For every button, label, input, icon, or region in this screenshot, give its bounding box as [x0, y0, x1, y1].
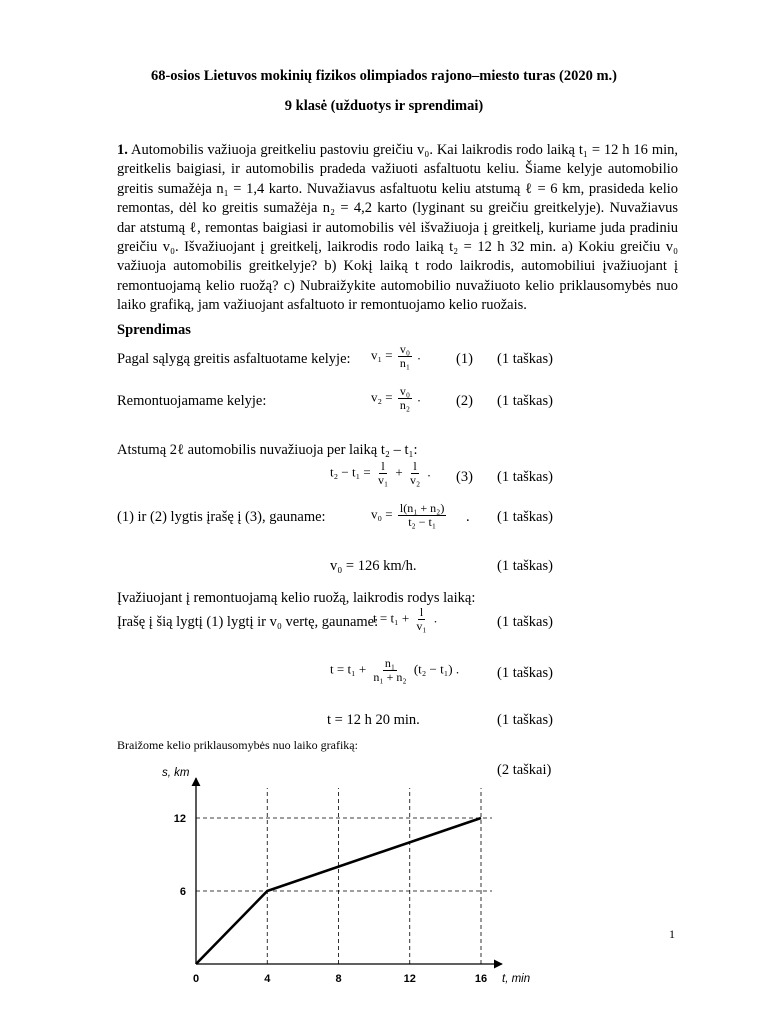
eq3b-denominator: v₂ — [409, 473, 421, 487]
distance-time-chart — [150, 760, 550, 992]
eq7-numerator: n₁ — [384, 656, 396, 670]
eq1-lhs: v₁ = — [371, 347, 393, 363]
eq3-dot: . — [427, 464, 431, 480]
eq3-fraction-a — [376, 460, 390, 487]
x-axis-label: t, min — [502, 973, 531, 985]
eq2-fraction — [398, 385, 412, 412]
eq2-lhs: v₂ = — [371, 389, 393, 405]
problem-number: 1. — [117, 142, 128, 158]
y-tick-label: 12 — [173, 813, 186, 825]
eq3-plus: + — [395, 464, 403, 480]
points-7: (1 taškas) — [497, 665, 553, 681]
eq3a-denominator: v₁ — [377, 473, 389, 487]
eq4-denominator: t₂ − t₁ — [408, 515, 437, 529]
eq3-fraction-b — [408, 460, 422, 487]
equation-7 — [330, 657, 459, 684]
solution-heading: Sprendimas — [117, 322, 191, 338]
eq1-denominator: n₁ — [399, 356, 411, 370]
eq3b-numerator: l — [413, 459, 417, 473]
eq2-numerator: v₀ — [399, 384, 411, 398]
x-tick-label: 0 — [192, 973, 200, 985]
y-axis-label: s, km — [162, 767, 190, 779]
equation-4 — [371, 502, 448, 529]
solution-line-2: Remontuojamame kelyje: — [117, 393, 267, 409]
equation-1-number: (1) — [456, 351, 473, 367]
equation-1 — [371, 343, 421, 370]
page-number: 1 — [669, 927, 675, 941]
solution-line-4: (1) ir (2) lygtis įrašę į (3), gauname: — [117, 509, 326, 525]
x-tick-label: 16 — [474, 973, 488, 985]
x-tick-label: 4 — [264, 973, 271, 985]
problem-text: Automobilis važiuoja greitkeliu pastoviu greičiu v₀. Kai laikrodis rodo laiką t₁ = 12 h 16 min, greitkelis baigiasi, ir automobilis pradeda važiuoti asfaltuotu keliu. Šiame kelyje automobilio greitis sumažėja n₁ = 1,4 karto. Nuvažiavus asfaltuotu keliu atstumą ℓ = 6 km, prasideda kelio remontas, dėl ko greitis sumažėja n₂ = 4,2 karto (lyginant su greičiu greitkelyje). Nuvažiavus dar atstumą ℓ, remontas baigiasi ir automobilis vėl išvažiuoja į greitkelį, kuriame juda pradiniu greičiu v₀. Išvažiuojant į greitkelį, laikrodis rodo laiką t₂ = 12 h 32 min. a) Kokiu greičiu v₀ važiuoja automobilis greitkelyje? b) Kokį laiką t rodo laikrodis, automobiliui įvažiuojant į remontuojamą kelio ruožą? c) Nubraižykite automobilio nuvažiuoto kelio priklausomybės nuo laiko grafiką, jam važiuojant asfaltuoto ir remontuojamo kelio ruožais. — [117, 142, 678, 314]
graph-caption: Braižome kelio priklausomybės nuo laiko grafiką: — [117, 738, 358, 752]
eq6-dot: . — [433, 610, 438, 626]
eq4-fraction — [398, 502, 446, 529]
equation-2 — [371, 385, 421, 412]
x-tick-label: 8 — [335, 973, 342, 985]
points-4: (1 taškas) — [497, 509, 553, 525]
eq6-lhs: t = t₁ + — [373, 610, 410, 626]
equation-2-number: (2) — [456, 393, 473, 409]
eq3-lhs: t₂ − t₁ = — [330, 464, 371, 480]
eq7-lhs: t = t₁ + — [330, 661, 367, 677]
eq2-dot: . — [417, 389, 421, 405]
eq3a-numerator: l — [381, 459, 385, 473]
eq4-numerator: l(n₁ + n₂) — [399, 501, 445, 515]
result-t: t = 12 h 20 min. — [327, 712, 420, 728]
problem-1 — [117, 141, 678, 316]
points-2: (1 taškas) — [497, 393, 553, 409]
eq7-tail: (t₂ − t₁) . — [413, 661, 460, 677]
solution-line-6: Įrašę į šią lygtį (1) lygtį ir v₀ vertę, gauname: — [117, 614, 379, 630]
y-tick-label: 6 — [179, 886, 186, 898]
document-title: 68-osios Lietuvos mokinių fizikos olimpiados rajono–miesto turas (2020 m.) — [150, 68, 618, 84]
points-3: (1 taškas) — [497, 469, 553, 485]
eq1-fraction — [398, 343, 412, 370]
eq6-denominator: v₁ — [416, 619, 427, 633]
points-5: (1 taškas) — [497, 558, 553, 574]
eq4-dot: . — [466, 509, 470, 525]
eq6-fraction — [414, 606, 428, 633]
eq7-fraction — [371, 657, 408, 684]
result-v0: v₀ = 126 km/h. — [330, 558, 417, 574]
solution-line-3: Atstumą 2ℓ automobilis nuvažiuoja per laiką t₂ – t₁: — [117, 442, 418, 458]
equation-3 — [330, 460, 431, 487]
eq1-dot: . — [417, 347, 421, 363]
equation-3-number: (3) — [456, 469, 473, 485]
eq7-denominator: n₁ + n₂ — [373, 670, 407, 684]
points-8: (1 taškas) — [497, 712, 553, 728]
eq4-lhs: v₀ = — [371, 506, 393, 522]
eq1-numerator: v₀ — [399, 342, 411, 356]
points-6: (1 taškas) — [497, 614, 553, 630]
eq2-denominator: n₂ — [399, 398, 411, 412]
document-subtitle: 9 klasė (užduotys ir sprendimai) — [284, 98, 484, 114]
points-1: (1 taškas) — [497, 351, 553, 367]
solution-line-5: Įvažiuojant į remontuojamą kelio ruožą, laikrodis rodys laiką: — [117, 590, 476, 606]
equation-6 — [373, 606, 437, 633]
x-tick-label: 12 — [403, 973, 416, 985]
solution-line-1: Pagal sąlygą greitis asfaltuotame kelyje: — [117, 351, 351, 367]
eq6-numerator: l — [419, 605, 424, 619]
points-graph: (2 taškai) — [497, 762, 552, 778]
